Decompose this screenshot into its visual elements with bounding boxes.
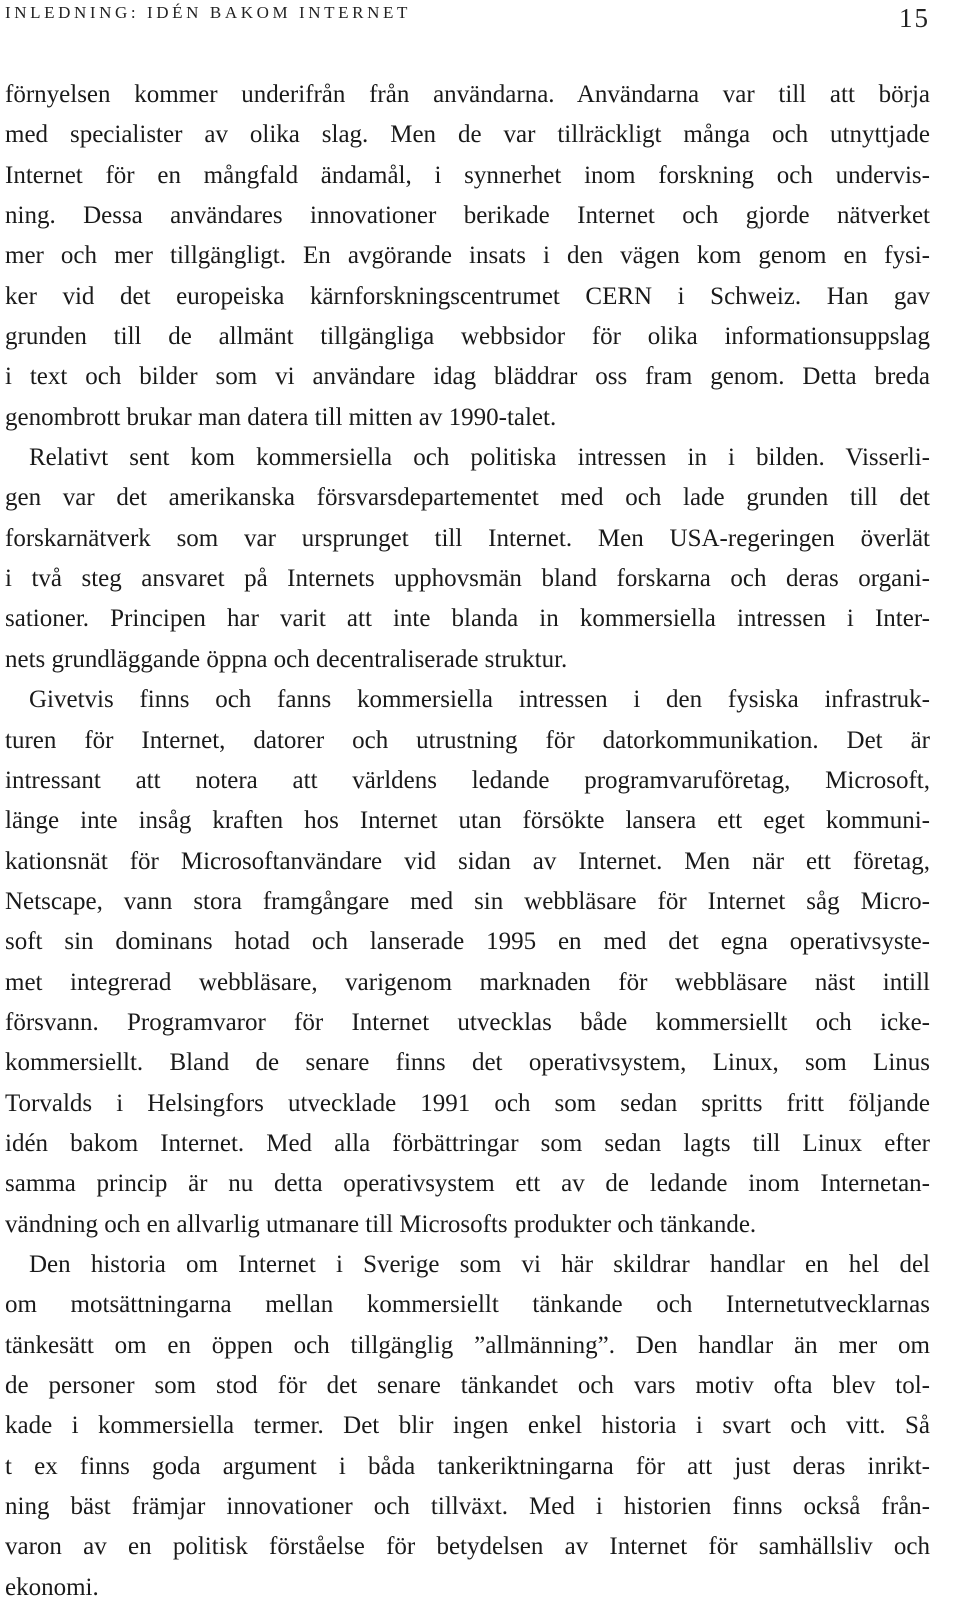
text-line: grunden till de allmänt tillgängliga webbsidor för olika informationsuppslag [5,323,930,351]
text-line: soft sin dominans hotad och lanserade 1995 en med det egna operativsyste- [5,928,930,956]
text-line: ekonomi. [5,1573,99,1601]
text-line: turen för Internet, datorer och utrustning för datorkommunikation. Det är [5,726,930,754]
text-line: försvann. Programvaror för Internet utvecklas både kommersiellt och icke- [5,1008,930,1036]
paragraph [5,680,930,1245]
running-title: INLEDNING: IDÉN BAKOM INTERNET [5,3,411,22]
text-line: gen var det amerikanska försvarsdepartementet med och lade grunden till det [5,484,930,512]
text-line: länge inte insåg kraften hos Internet utan försökte lansera ett eget kommuni- [5,807,930,835]
text-line: vändning och en allvarlig utmanare till Microsofts produkter och tänkande. [5,1210,757,1238]
text-line: om motsättningarna mellan kommersiellt tänkande och Internetutvecklarnas [5,1291,930,1319]
text-line: i text och bilder som vi användare idag bläddrar oss fram genom. Detta breda [5,363,930,391]
text-line: genombrott brukar man datera till mitten av 1990-talet. [5,403,557,431]
text-line: Netscape, vann stora framgångare med sin webbläsare för Internet såg Micro- [5,887,930,915]
text-line: Relativt sent kom kommersiella och politiska intressen in i bilden. Visserli- [29,444,930,472]
text-line: Givetvis finns och fanns kommersiella intressen i den fysiska infrastruk- [29,686,930,714]
text-line: kationsnät för Microsoftanvändare vid sidan av Internet. Men när ett företag, [5,847,930,875]
page-number: 15 [899,3,930,33]
text-line: mer och mer tillgängligt. En avgörande insats i den vägen kom genom en fysi- [5,242,930,270]
text-line: ker vid det europeiska kärnforskningscentrumet CERN i Schweiz. Han gav [5,282,930,310]
paragraph [5,75,930,438]
text-line: kommersiellt. Bland de senare finns det operativsystem, Linux, som Linus [5,1049,930,1077]
text-line: förnyelsen kommer underifrån från användarna. Användarna var till att börja [5,81,930,108]
text-line: t ex finns goda argument i båda tankeriktningarna för att just deras inrikt- [5,1452,930,1480]
text-line: kade i kommersiella termer. Det blir ingen enkel historia i svart och vitt. Så [5,1412,930,1440]
text-line: Torvalds i Helsingfors utvecklade 1991 och som sedan spritts fritt följande [5,1089,930,1117]
text-line: i två steg ansvaret på Internets upphovsmän bland forskarna och deras organi- [5,565,930,593]
text-line: samma princip är nu detta operativsystem ett av de ledande inom Internetan- [5,1170,930,1198]
text-line: med specialister av olika slag. Men de var tillräckligt många och utnyttjade [5,121,930,149]
text-line: forskarnätverk som var ursprunget till Internet. Men USA-regeringen överlät [5,524,930,552]
paragraph [5,438,930,680]
paragraph [5,1245,930,1608]
text-line: tänkesätt om en öppen och tillgänglig ”allmänning”. Den handlar än mer om [5,1331,930,1359]
body-text [5,75,930,1608]
text-line: idén bakom Internet. Med alla förbättringar som sedan lagts till Linux efter [5,1129,930,1157]
text-line: sationer. Principen har varit att inte blanda in kommersiella intressen i Inter- [5,605,930,633]
text-line: ning bäst främjar innovationer och tillväxt. Med i historien finns också från- [5,1493,930,1521]
text-line: ning. Dessa användares innovationer berikade Internet och gjorde nätverket [5,202,930,230]
text-line: de personer som stod för det senare tänkandet och vars motiv ofta blev tol- [5,1372,930,1399]
text-line: met integrerad webbläsare, varigenom marknaden för webbläsare näst intill [5,968,930,996]
text-line: varon av en politisk förståelse för betydelsen av Internet för samhällsliv och [5,1533,930,1561]
running-header [0,0,930,40]
text-line: nets grundläggande öppna och decentraliserade struktur. [5,645,568,673]
text-line: intressant att notera att världens ledande programvaruföretag, Microsoft, [5,766,930,794]
text-line: Internet för en mångfald ändamål, i synnerhet inom forskning och undervis- [5,161,930,189]
text-line: Den historia om Internet i Sverige som vi här skildrar handlar en hel del [29,1250,930,1278]
